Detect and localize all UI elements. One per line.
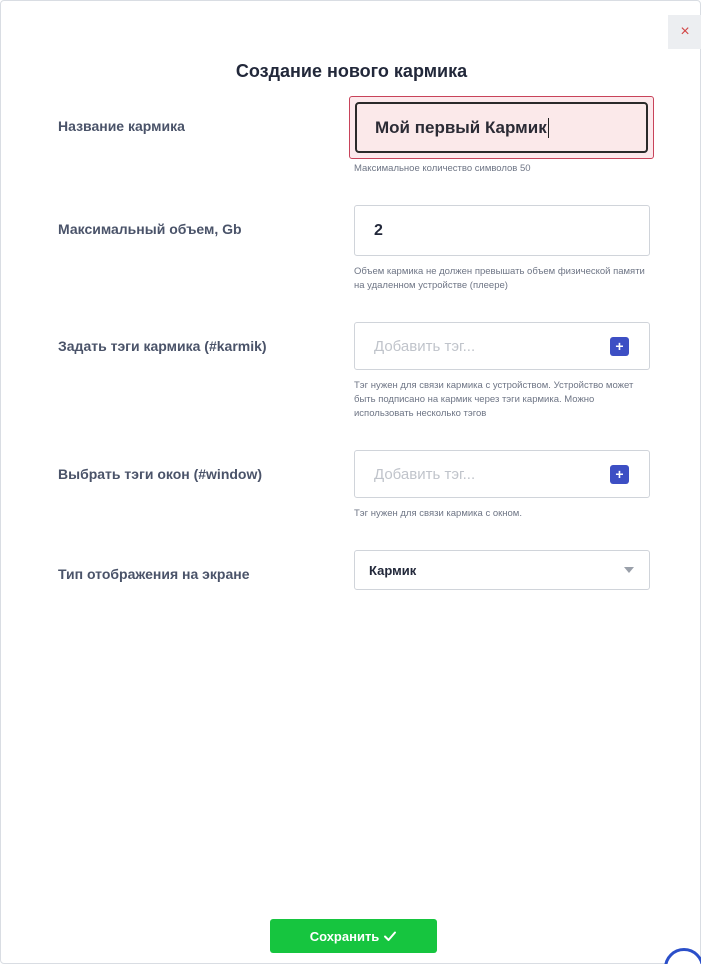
plus-icon: + [615, 466, 624, 482]
volume-input[interactable] [354, 205, 650, 256]
karmik-tags-input[interactable] [354, 322, 650, 370]
name-value: Мой первый Кармик [375, 117, 547, 137]
window-tags-placeholder: Добавить тэг... [374, 466, 476, 483]
karmik-tags-placeholder: Добавить тэг... [374, 338, 476, 355]
chevron-down-icon [624, 567, 634, 573]
volume-value: 2 [374, 222, 383, 239]
name-hint: Максимальное количество символов 50 [354, 163, 531, 174]
display-type-value: Кармик [369, 563, 417, 578]
display-type-label: Тип отображения на экране [58, 566, 250, 582]
check-icon [383, 929, 397, 943]
save-button-label: Сохранить [309, 928, 380, 944]
name-label: Название кармика [58, 118, 185, 134]
window-tags-label: Выбрать тэги окон (#window) [58, 466, 263, 482]
dialog-title: Создание нового кармика [235, 61, 468, 81]
add-window-tag-button[interactable] [610, 465, 629, 484]
window-tags-hint: Тэг нужен для связи кармика с окном. [354, 508, 522, 519]
karmik-tags-label: Задать тэги кармика (#karmik) [58, 338, 267, 354]
close-button[interactable] [668, 15, 701, 49]
name-input[interactable] [355, 102, 648, 153]
volume-hint: Объем кармика не должен превышать объем физической памяти на удаленном устройстве (плеере) [354, 266, 645, 291]
text-caret [548, 118, 549, 138]
close-icon[interactable]: × [680, 23, 690, 40]
plus-icon: + [615, 338, 624, 354]
karmik-tags-hint: Тэг нужен для связи кармика с устройством. Устройство может быть подписано на кармик через тэги кармика. Можно использовать несколько тэгов [354, 380, 634, 419]
volume-label: Максимальный объем, Gb [58, 221, 242, 237]
window-tags-input[interactable] [354, 450, 650, 498]
display-type-select[interactable] [354, 550, 650, 590]
add-karmik-tag-button[interactable] [610, 337, 629, 356]
save-button[interactable] [270, 919, 437, 953]
name-field-wrapper [349, 96, 654, 159]
